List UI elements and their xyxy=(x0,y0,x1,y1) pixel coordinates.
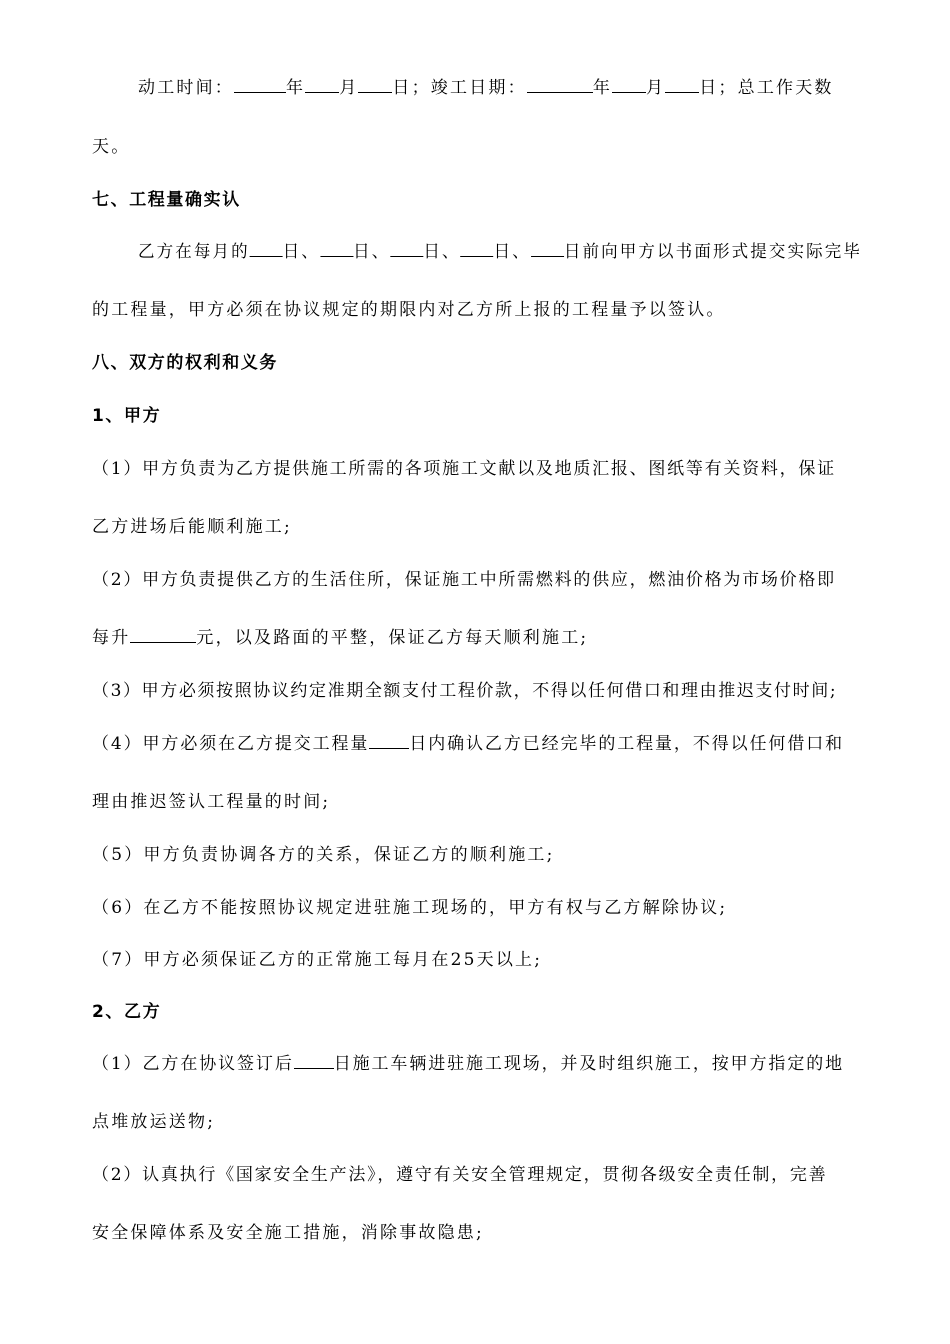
schedule-line-2: 天。 xyxy=(92,137,131,157)
start-date-label: 动工时间： xyxy=(138,78,234,98)
day-blank-4 xyxy=(461,240,494,257)
entry-days-blank xyxy=(294,1052,334,1069)
day-sep-text: 日、 xyxy=(423,242,461,262)
month-text: 月 xyxy=(646,78,666,98)
party-b-item-1-text-a: （1）乙方在协议签订后 xyxy=(92,1054,294,1074)
end-month-blank xyxy=(612,76,646,93)
per-liter-label: 每升 xyxy=(92,628,131,648)
section-8-heading: 八、双方的权利和义务 xyxy=(92,353,278,373)
section-7-paragraph-line-2: 的工程量，甲方必须在协议规定的期限内对乙方所上报的工程量予以签认。 xyxy=(92,300,726,320)
end-year-blank xyxy=(527,76,593,93)
party-b-item-2-line-2: 安全保障体系及安全施工措施，消除事故隐患; xyxy=(92,1223,484,1243)
party-a-item-7: （7）甲方必须保证乙方的正常施工每月在25天以上; xyxy=(92,950,543,970)
submit-text: 日前向甲方以书面形式提交实际完毕 xyxy=(563,242,863,262)
start-day-blank xyxy=(358,76,392,93)
party-b-item-2-line-1: （2）认真执行《国家安全生产法》，遵守有关安全管理规定，贯彻各级安全责任制，完善 xyxy=(92,1165,828,1185)
year-text: 年 xyxy=(286,78,306,98)
monthly-days-label: 乙方在每月的 xyxy=(138,242,250,262)
confirm-days-blank xyxy=(369,732,409,749)
party-a-item-1-line-1: （1）甲方负责为乙方提供施工所需的各项施工文献以及地质汇报、图纸等有关资料，保证 xyxy=(92,459,836,479)
party-b-heading: 2、乙方 xyxy=(92,1002,162,1022)
day-sep-text: 日、 xyxy=(353,242,391,262)
day-sep-text: 日、 xyxy=(282,242,321,262)
start-year-blank xyxy=(234,76,286,93)
party-b-item-1-text-b: 日施工车辆进驻施工现场，并及时组织施工，按甲方指定的地 xyxy=(333,1054,845,1074)
day-sep-text: 日、 xyxy=(493,242,531,262)
start-month-blank xyxy=(305,76,339,93)
party-a-item-4-line-2: 理由推迟签认工程量的时间; xyxy=(92,792,331,812)
month-text: 月 xyxy=(339,78,359,98)
party-a-item-5: （5）甲方负责协调各方的关系，保证乙方的顺利施工; xyxy=(92,845,555,865)
section-7-paragraph-line-1 xyxy=(138,240,862,264)
section-7-heading: 七、工程量确实认 xyxy=(92,190,241,210)
end-date-label: 日；竣工日期： xyxy=(392,78,527,98)
party-a-item-2-line-2 xyxy=(92,626,588,650)
schedule-line-1 xyxy=(138,76,834,100)
party-a-item-2-line-1: （2）甲方负责提供乙方的生活住所，保证施工中所需燃料的供应，燃油价格为市场价格即 xyxy=(92,570,836,590)
year-text: 年 xyxy=(592,78,613,98)
party-a-item-1-line-2: 乙方进场后能顺利施工; xyxy=(92,517,292,537)
party-b-item-1-line-1 xyxy=(92,1052,844,1076)
day-blank-5 xyxy=(531,240,564,257)
party-a-heading: 1、甲方 xyxy=(92,406,162,426)
day-blank-3 xyxy=(390,240,423,257)
fuel-price-text: 元，以及路面的平整，保证乙方每天顺利施工; xyxy=(196,628,589,648)
party-b-item-1-line-2: 点堆放运送物; xyxy=(92,1112,216,1132)
party-a-item-6: （6）在乙方不能按照协议规定进驻施工现场的，甲方有权与乙方解除协议; xyxy=(92,898,728,918)
end-day-blank xyxy=(665,76,699,93)
total-days-label: 日；总工作天数 xyxy=(699,78,834,98)
day-blank-1 xyxy=(250,240,283,257)
party-a-item-4-line-1 xyxy=(92,732,844,756)
fuel-price-blank xyxy=(130,626,196,643)
item-4-text-b: 日内确认乙方已经完毕的工程量，不得以任何借口和 xyxy=(409,734,845,754)
party-a-item-3: （3）甲方必须按照协议约定准期全额支付工程价款，不得以任何借口和理由推迟支付时间; xyxy=(92,681,838,701)
day-blank-2 xyxy=(320,240,353,257)
item-4-text-a: （4）甲方必须在乙方提交工程量 xyxy=(92,734,370,754)
